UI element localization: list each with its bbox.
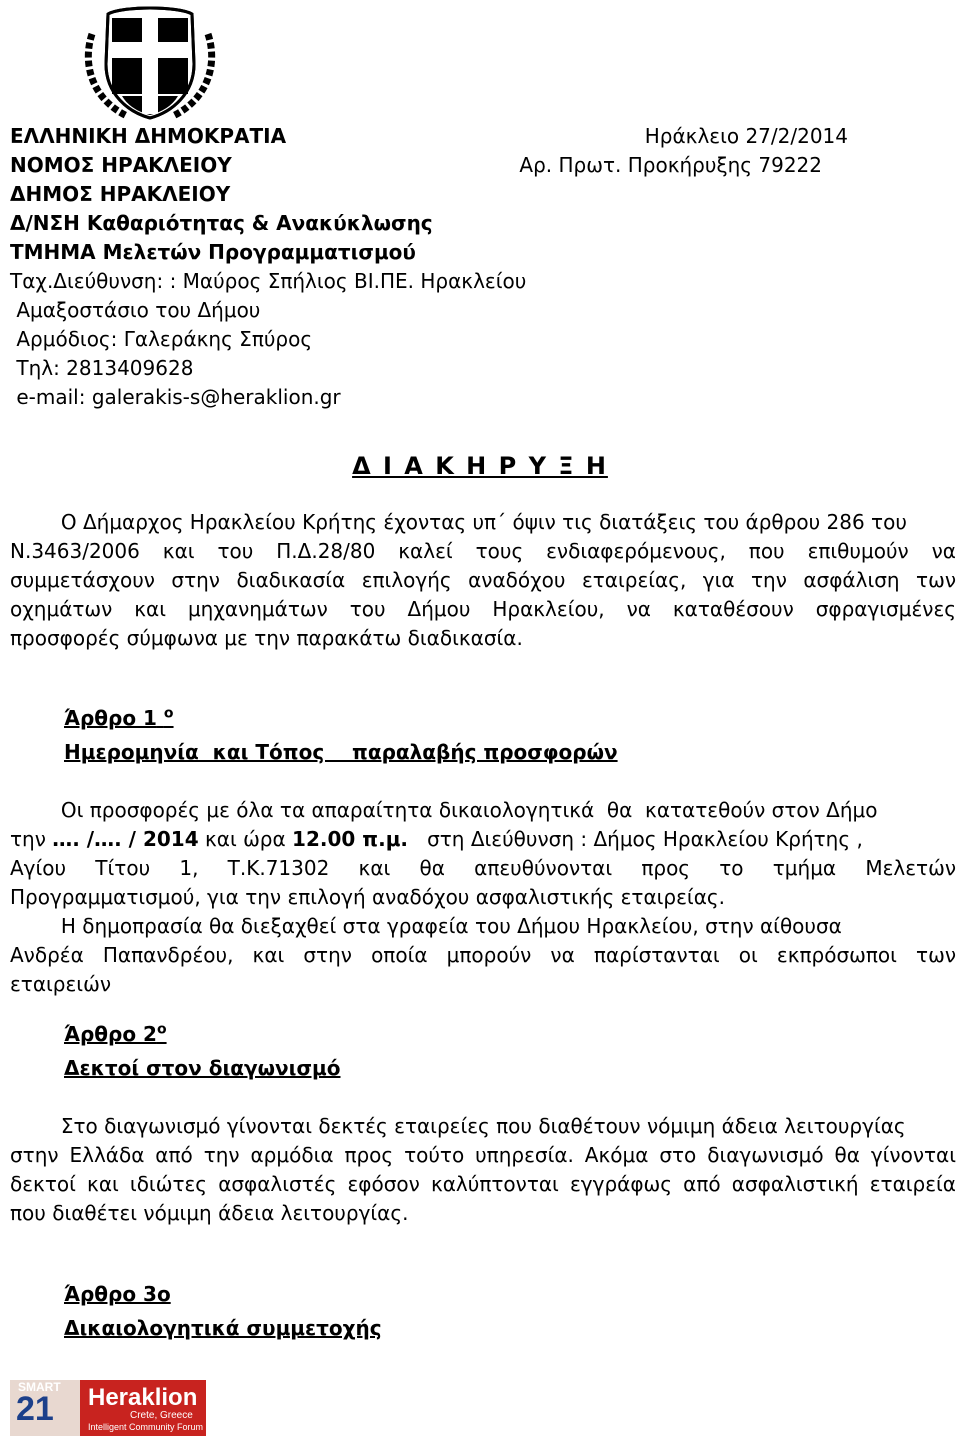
time-value: 12.00 π.μ. bbox=[292, 827, 409, 851]
article-1-line-dates bbox=[10, 825, 956, 854]
header-issuer-block bbox=[10, 122, 526, 412]
article-2-line: που διαθέτει νόμιμη άδεια λειτουργίας. bbox=[10, 1201, 409, 1225]
issuer-address-2: Αμαξοστάσιο του Δήμου bbox=[10, 298, 261, 322]
article-1-subheading: Ημερομηνία και Τόπος παραλαβής προσφορών bbox=[64, 740, 618, 764]
article-1-line: Οι προσφορές με όλα τα απαραίτητα δικαιολογητικά θα κατατεθούν στον Δήμο bbox=[10, 798, 878, 822]
issuer-email: e-mail: galerakis-s@heraklion.gr bbox=[10, 385, 341, 409]
issuer-country: ΕΛΛΗΝΙΚΗ ΔΗΜΟΚΡΑΤΙΑ bbox=[10, 124, 287, 148]
issuer-department: ΤΜΗΜΑ Μελετών Προγραμματισμού bbox=[10, 240, 416, 264]
issuer-municipality: ΔΗΜΟΣ ΗΡΑΚΛΕΙΟΥ bbox=[10, 182, 231, 206]
issuer-phone: Τηλ: 2813409628 bbox=[10, 356, 194, 380]
intro-line: συμμετάσχουν στην διαδικασία επιλογής αναδόχου εταιρείας, για την ασφάλιση των bbox=[10, 568, 956, 592]
article-1-heading-text: Άρθρο 1 bbox=[64, 706, 157, 730]
heraklion-smart21-logo bbox=[10, 1380, 206, 1436]
article-1-line: Ανδρέα Παπανδρέου, και στην οποία μπορούν να παρίστανται οι εκπρόσωποι των bbox=[10, 943, 956, 967]
brand-name: Heraklion bbox=[88, 1384, 198, 1411]
greek-coat-of-arms-icon bbox=[82, 4, 218, 120]
article-2-sup: ο bbox=[156, 1021, 167, 1038]
intro-line: Ο Δήμαρχος Ηρακλείου Κρήτης έχοντας υπ΄ όψιν τις διατάξεις του άρθρου 286 του bbox=[10, 510, 907, 534]
article-1-line: Αγίου Τίτου 1, Τ.Κ.71302 και θα απευθύνονται προς το τμήμα Μελετών bbox=[10, 856, 956, 880]
issuer-prefecture: ΝΟΜΟΣ ΗΡΑΚΛΕΙΟΥ bbox=[10, 153, 232, 177]
brand-location: Crete, Greece bbox=[130, 1410, 193, 1421]
article-1-paragraph-2 bbox=[10, 912, 956, 999]
text-segment: και ώρα bbox=[198, 827, 293, 851]
date-placeholder: …. /…. / 2014 bbox=[52, 827, 199, 851]
document-title: Δ Ι Α Κ Η Ρ Υ Ξ Η bbox=[352, 452, 608, 480]
intro-paragraph bbox=[10, 508, 956, 653]
text-segment: την bbox=[10, 827, 53, 851]
article-2-paragraph bbox=[10, 1112, 956, 1228]
badge-number: 21 bbox=[16, 1390, 54, 1428]
text-segment: στη Διεύθυνση : Δήμος Ηρακλείου Κρήτης , bbox=[408, 827, 863, 851]
article-2-line: στην Ελλάδα από την αρμόδια προς τούτο υπηρεσία. Ακόμα στο διαγωνισμό θα γίνονται bbox=[10, 1143, 956, 1167]
article-3-heading: Άρθρο 3ο bbox=[64, 1282, 171, 1306]
article-2-line: δεκτοί και ιδιώτες ασφαλιστές εφόσον καλύπτονται εγγράφως από ασφαλιστική εταιρεία bbox=[10, 1172, 956, 1196]
article-2-heading-text: Άρθρο 2 bbox=[64, 1022, 157, 1046]
article-1-line: εταιρειών bbox=[10, 972, 111, 996]
intro-line: οχημάτων και μηχανημάτων του Δήμου Ηρακλείου, να καταθέσουν σφραγισμένες bbox=[10, 597, 956, 621]
article-1-heading bbox=[64, 704, 174, 733]
document-date: Ηράκλειο 27/2/2014 bbox=[644, 124, 848, 148]
article-1-line: Η δημοπρασία θα διεξαχθεί στα γραφεία του Δήμου Ηρακλείου, στην αίθουσα bbox=[10, 914, 842, 938]
article-2-heading bbox=[64, 1020, 167, 1049]
intro-line: Ν.3463/2006 και του Π.Δ.28/80 καλεί τους ενδιαφερόμενους, που επιθυμούν να bbox=[10, 539, 956, 563]
article-2-subheading: Δεκτοί στον διαγωνισμό bbox=[64, 1056, 341, 1080]
issuer-contact-person: Αρμόδιος: Γαλεράκης Σπύρος bbox=[10, 327, 313, 351]
intro-line: προσφορές σύμφωνα με την παρακάτω διαδικασία. bbox=[10, 626, 523, 650]
article-1-sup: ο bbox=[163, 705, 174, 722]
article-1-line: Προγραμματισμού, για την επιλογή αναδόχου ασφαλιστικής εταιρείας. bbox=[10, 885, 725, 909]
issuer-address: Ταχ.Διεύθυνση: : Μαύρος Σπήλιος ΒΙ.ΠΕ. Ηρακλείου bbox=[10, 269, 527, 293]
article-1-paragraph-1 bbox=[10, 796, 956, 912]
article-2-line: Στο διαγωνισμό γίνονται δεκτές εταιρείες που διαθέτουν νόμιμη άδεια λειτουργίας bbox=[10, 1114, 906, 1138]
article-3-subheading: Δικαιολογητικά συμμετοχής bbox=[64, 1316, 382, 1340]
brand-tagline: Intelligent Community Forum bbox=[88, 1422, 204, 1432]
protocol-number: Αρ. Πρωτ. Προκήρυξης 79222 bbox=[519, 153, 822, 177]
smart-badge-text: SMART bbox=[18, 1380, 61, 1394]
issuer-directorate: Δ/ΝΣΗ Καθαριότητας & Ανακύκλωσης bbox=[10, 211, 433, 235]
